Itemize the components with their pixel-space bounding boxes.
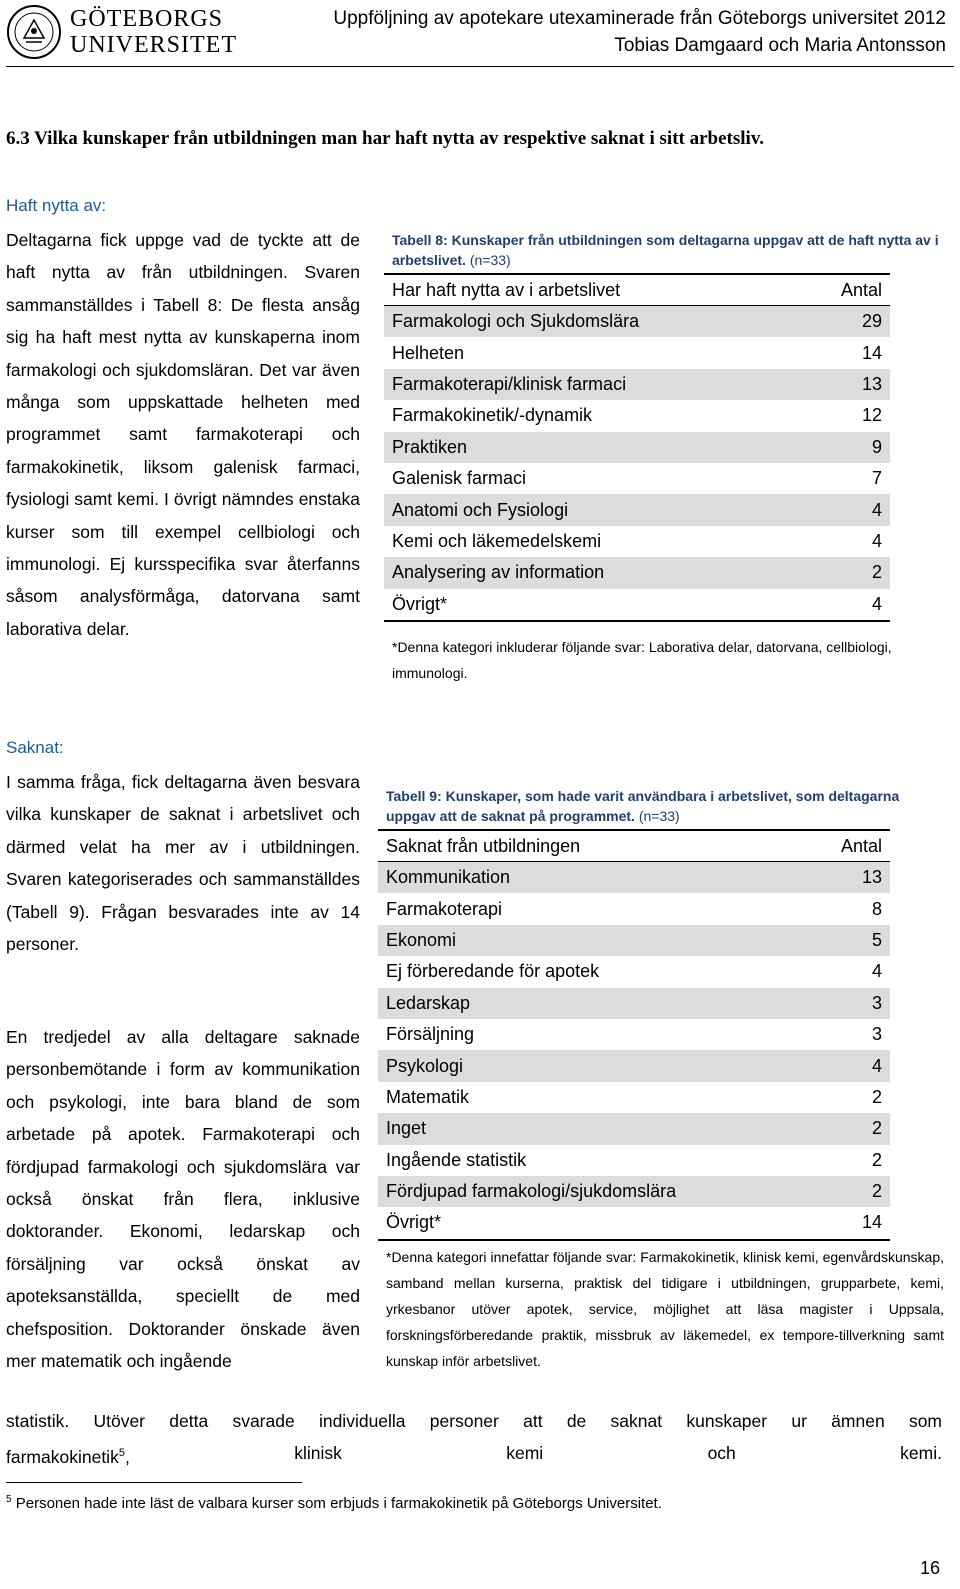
table9-row-label: Farmakoterapi (386, 898, 503, 919)
table8-row (384, 463, 890, 494)
table8-row (384, 557, 890, 588)
table8-caption-text: Tabell 8: Kunskaper från utbildningen som deltagarna uppgav att de haft nytta av i arbetslivet. (392, 232, 939, 268)
paragraph-full-line1: statistik. Utöver detta svarade individuella personer att de saknat kunskaper ur ämnen som (6, 1411, 942, 1431)
table8-row-value: 2 (871, 562, 882, 583)
table8-row-label: Helheten (392, 342, 465, 363)
table8-row (384, 337, 890, 368)
table8-row-value: 14 (861, 342, 882, 363)
logo-text-line2: UNIVERSITET (70, 32, 237, 58)
table8-row-value: 4 (871, 530, 882, 551)
table8-row-value: 7 (871, 468, 882, 489)
section-heading (6, 124, 956, 154)
table9-row (378, 1019, 890, 1050)
table9-row (378, 1145, 890, 1176)
table9-row-value: 4 (871, 961, 882, 982)
table8-row (384, 306, 890, 338)
footnote (6, 1494, 662, 1512)
table8-row-label: Övrigt* (392, 593, 448, 614)
table9-row-value: 3 (871, 992, 882, 1013)
table8-col2-header: Antal (840, 279, 882, 300)
table9-row (378, 925, 890, 956)
table8-caption-n: (n=33) (469, 252, 511, 268)
footnote-ref[interactable]: 5 (118, 1447, 125, 1459)
table9-row (378, 1207, 890, 1239)
table9-row (378, 1113, 890, 1144)
table8-col1-header: Har haft nytta av i arbetslivet (392, 279, 621, 300)
header-divider (6, 66, 954, 67)
table9-row (378, 862, 890, 894)
table8-row-value: 4 (871, 593, 882, 614)
table9-row (378, 1050, 890, 1081)
table8-row-value: 4 (871, 499, 882, 520)
table9-row-value: 5 (871, 929, 882, 950)
table9-row-label: Ekonomi (386, 929, 457, 950)
table9-row (378, 956, 890, 987)
table9-row-label: Övrigt* (386, 1212, 442, 1233)
table9-row-label: Ledarskap (386, 992, 471, 1013)
table8 (384, 273, 890, 622)
footnote-text: Personen hade inte läst de valbara kurser som erbjuds i farmakokinetik på Göteborgs Universitet. (15, 1495, 662, 1512)
university-logo (6, 4, 256, 60)
word-kemi-end: kemi. (900, 1443, 942, 1463)
table9-row-value: 8 (871, 898, 882, 919)
document-authors: Tobias Damgaard och Maria Antonsson (614, 35, 946, 56)
table8-row (384, 432, 890, 463)
table8-row-label: Analysering av information (392, 562, 605, 583)
table8-note: *Denna kategori inkluderar följande svar: Laborativa delar, datorvana, cellbiologi, immunologi. (392, 639, 892, 681)
table9-row-label: Ingående statistik (386, 1149, 527, 1170)
document-title: Uppföljning av apotekare utexaminerade från Göteborgs universitet 2012 (333, 8, 946, 29)
table9-row-value: 13 (861, 867, 882, 888)
table9-row (378, 988, 890, 1019)
table8-row-value: 13 (861, 373, 882, 394)
section-heading-text: 6.3 Vilka kunskaper från utbildningen man har haft nytta av respektive saknat i sitt arbetsliv. (6, 128, 765, 149)
table8-row-label: Farmakoterapi/klinisk farmaci (392, 373, 627, 394)
table9-row-value: 2 (871, 1118, 882, 1139)
table9-col1-header: Saknat från utbildningen (386, 835, 581, 856)
table9-note: *Denna kategori innefattar följande svar: Farmakokinetik, klinisk kemi, egenvårdskunskap, samband mellan kurserna, praktisk del tidigare i utbildningen, grupparbete, kemi, yrkesbanor utöver apotek, service, möjlighet att läsa magister i Uppsala, forskningsförberedande praktik, missbruk av läkemedel, ex tempore-tillverkning samt kunskap inför arbetslivet. (386, 1249, 944, 1369)
logo-text-line1: GÖTEBORGS (70, 6, 224, 32)
subheading-saknat: Saknat: (6, 738, 64, 757)
footnote-ref-wrapper: farmakokinetik$^5$, (6, 1446, 130, 1467)
table8-row-value: 29 (861, 311, 882, 332)
table9-header-row (378, 830, 890, 862)
table8-row (384, 400, 890, 431)
table9-row-value: 3 (871, 1024, 882, 1045)
table8-row (384, 369, 890, 400)
word-och: och (707, 1443, 736, 1463)
table9-row-label: Fördjupad farmakologi/sjukdomslära (386, 1181, 677, 1202)
subheading-haft-nytta: Haft nytta av: (6, 196, 107, 215)
table8-row-value: 12 (861, 405, 882, 426)
text-farmakokinetik: farmakokinetik (6, 1446, 119, 1467)
table8-row-label: Galenisk farmaci (392, 468, 527, 489)
table8-row (384, 494, 890, 525)
table8-row-label: Kemi och läkemedelskemi (392, 530, 602, 551)
table9-col2-header: Antal (840, 835, 882, 856)
table9-row-label: Försäljning (386, 1024, 475, 1045)
table9-row-value: 2 (871, 1181, 882, 1202)
table9-row-label: Kommunikation (386, 867, 511, 888)
table9-caption-text: Tabell 9: Kunskaper, som hade varit användbara i arbetslivet, som deltagarna uppgav att de saknat på programmet. (386, 788, 900, 824)
paragraph-full-line2 (6, 1437, 942, 1473)
footnote-marker: 5 (6, 1494, 12, 1505)
table8-row-label: Praktiken (392, 436, 468, 457)
table8-row (384, 526, 890, 557)
table9-row (378, 1176, 890, 1207)
paragraph-saknat-details: En tredjedel av alla deltagare saknade personbemötande i form av kommunikation och psykologi, inte bara bland de som arbetade på apotek. Farmakoterapi och fördjupad farmakologi och sjukdomslära var också önskat från flera, inklusive doktorander. Ekonomi, ledarskap och försäljning var också önskat av apoteksanställda, speciellt de med chefsposition. Doktorander önskade även mer matematik och ingående (6, 1027, 360, 1372)
table8-row-label: Anatomi och Fysiologi (392, 499, 569, 520)
table9-row-label: Inget (386, 1118, 427, 1139)
university-seal-icon (6, 4, 62, 60)
table9-row-value: 2 (871, 1086, 882, 1107)
table9-row-value: 4 (871, 1055, 882, 1076)
paragraph-haft-nytta: Deltagarna fick uppge vad de tyckte att de haft nytta av från utbildningen. Svaren sammanställdes i Tabell 8: De flesta ansåg sig ha haft mest nytta av kunskaperna inom farmakologi och sjukdomsläran. Det var även många som uppskattade helheten med programmet samt farmakoterapi och farmakokinetik, liksom galenisk farmaci, fysiologi samt kemi. I övrigt nämndes enstaka kurser som till exempel cellbiologi och immunologi. Ej kursspecifika svar återfanns såsom analysförmåga, datorvana samt laborativa delar. (6, 230, 360, 639)
table8-row-label: Farmakologi och Sjukdomslära (392, 311, 640, 332)
table9-row-label: Ej förberedande för apotek (386, 961, 600, 982)
table8-row-value: 9 (871, 436, 882, 457)
table9-row-value: 14 (861, 1212, 882, 1233)
word-kemi: kemi (506, 1443, 544, 1463)
table9-row (378, 893, 890, 924)
table9-caption (386, 786, 906, 826)
table8-row-label: Farmakokinetik/-dynamik (392, 405, 593, 426)
table9-row-value: 2 (871, 1149, 882, 1170)
footnote-divider (6, 1482, 302, 1483)
page-number: 16 (919, 1558, 940, 1578)
table9-row-label: Psykologi (386, 1055, 464, 1076)
table9-row-label: Matematik (386, 1086, 470, 1107)
word-klinisk: klinisk (294, 1443, 342, 1463)
table9-caption-n: (n=33) (638, 808, 680, 824)
table8-row (384, 589, 890, 621)
table8-caption (392, 230, 944, 270)
table9 (378, 829, 890, 1241)
table9-row (378, 1082, 890, 1113)
table8-header-row (384, 274, 890, 306)
paragraph-saknat: I samma fråga, fick deltagarna även besvara vilka kunskaper de saknat i arbetslivet och därmed velat ha mer av i utbildningen. Svaren kategoriserades och sammanställdes (Tabell 9). Frågan besvarades inte av 14 personer. (6, 772, 360, 955)
